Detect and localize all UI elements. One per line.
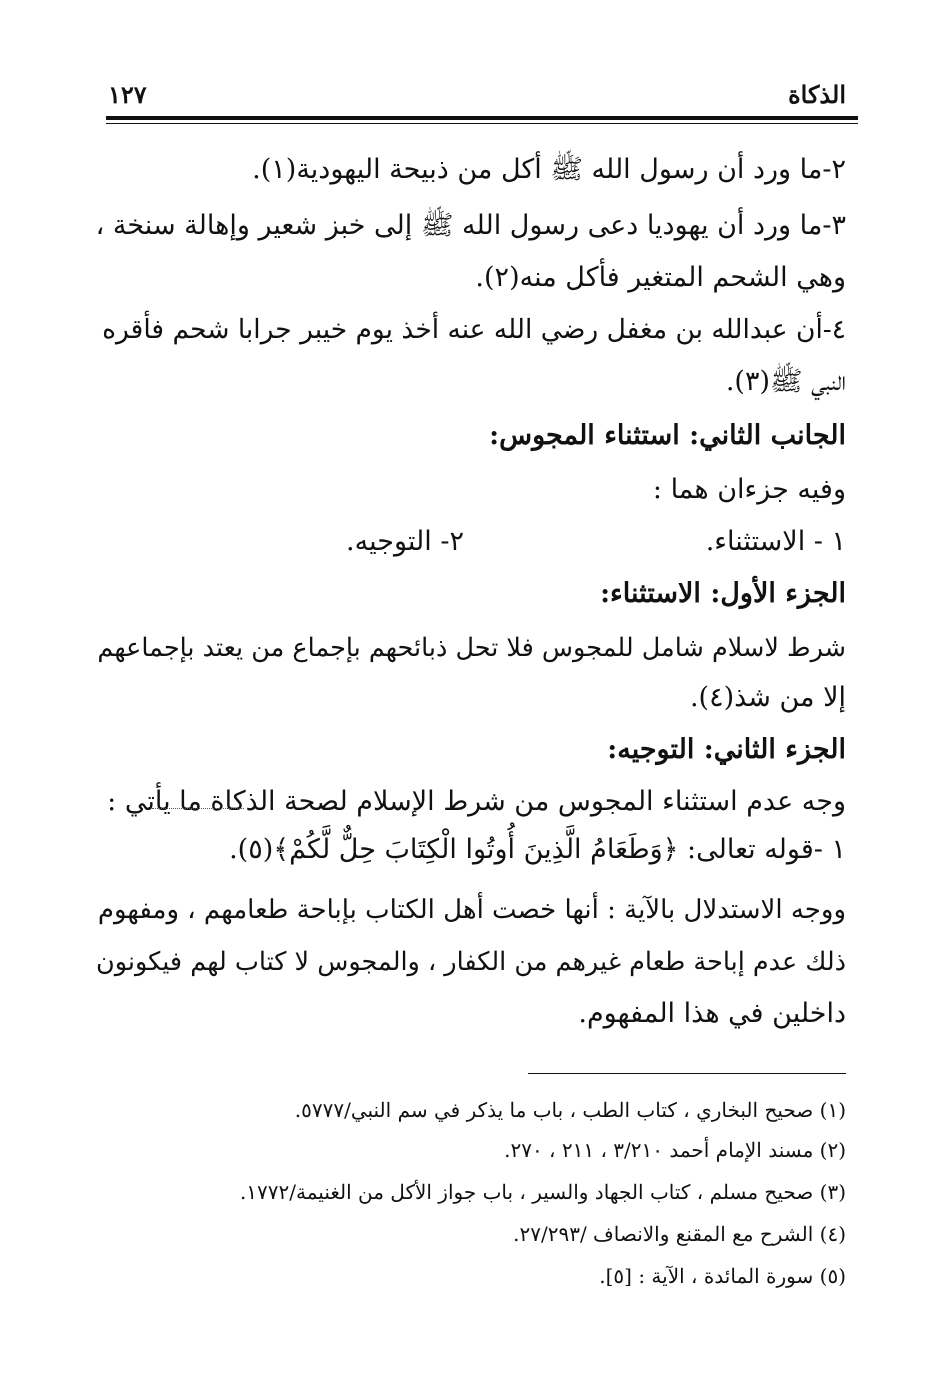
- section-heading: الجزء الثاني: التوجيه:: [607, 734, 846, 765]
- section-heading: الجانب الثاني: استثناء المجوس:: [489, 420, 846, 451]
- text-line: وجه عدم استثناء المجوس من شرط الإسلام لصحة الذكاة ما يأتي :: [107, 786, 846, 817]
- list-item: ١ - الاستثناء.: [705, 526, 846, 557]
- text-line: ووجه الاستدلال بالآية : أنها خصت أهل الكتاب بإباحة طعامهم ، ومفهوم: [97, 895, 846, 925]
- header-rule-thin: [106, 123, 858, 124]
- list-item: ٢- التوجيه.: [346, 526, 464, 557]
- footnote: (٢) مسند الإمام أحمد ٣/٢١٠ ، ٢١١ ، ٢٧٠.: [504, 1138, 846, 1162]
- footnote: (٥) سورة المائدة ، الآية : [٥].: [599, 1264, 846, 1288]
- text-line: شرط لاسلام شامل للمجوس فلا تحل ذبائحهم بإجماع من يعتد بإجماعهم: [97, 633, 846, 663]
- footnote-separator: [528, 1073, 846, 1074]
- page-number: ١٢٧: [108, 80, 147, 109]
- text-line: ٤-أن عبدالله بن مغفل رضي الله عنه أخذ يوم خيبر جرابا شحم فأقره: [102, 314, 846, 345]
- text-line: ٣-ما ورد أن يهوديا دعى رسول الله ﷺ إلى خبز شعير وإهالة سنخة ،: [95, 210, 846, 241]
- footnote: (١) صحيح البخاري ، كتاب الطب ، باب ما يذكر في سم النبي/٥٧٧٧.: [294, 1098, 846, 1122]
- text-line: داخلين في هذا المفهوم.: [578, 998, 846, 1029]
- text-line: وفيه جزءان هما :: [652, 474, 846, 505]
- footnote: (٣) صحيح مسلم ، كتاب الجهاد والسير ، باب جواز الأكل من الغنيمة/١٧٧٢.: [239, 1180, 846, 1204]
- text-line: إلا من شذ(٤).: [689, 682, 846, 713]
- text-line: ذلك عدم إباحة طعام غيرهم من الكفار ، والمجوس لا كتاب لهم فيكونون: [95, 947, 846, 977]
- text-line: وهي الشحم المتغير فأكل منه(٢).: [475, 262, 846, 293]
- text-line: ٢-ما ورد أن رسول الله ﷺ أكل من ذبيحة اليهودية(١).: [252, 154, 846, 185]
- dotted-leader: [152, 808, 244, 809]
- text-line: النبي ﷺ(٣).: [725, 366, 846, 397]
- running-header-title: الذكاة: [788, 80, 846, 109]
- header-rule-thick: [106, 116, 858, 120]
- quran-verse-line: ١ -قوله تعالى: ﴿وَطَعَامُ الَّذِينَ أُوتُوا الْكِتَابَ حِلٌّ لَّكُمْ﴾(٥).: [229, 834, 846, 865]
- footnote: (٤) الشرح مع المقنع والانصاف /٢٧/٢٩٣.: [513, 1222, 846, 1246]
- section-heading: الجزء الأول: الاستثناء:: [600, 578, 846, 609]
